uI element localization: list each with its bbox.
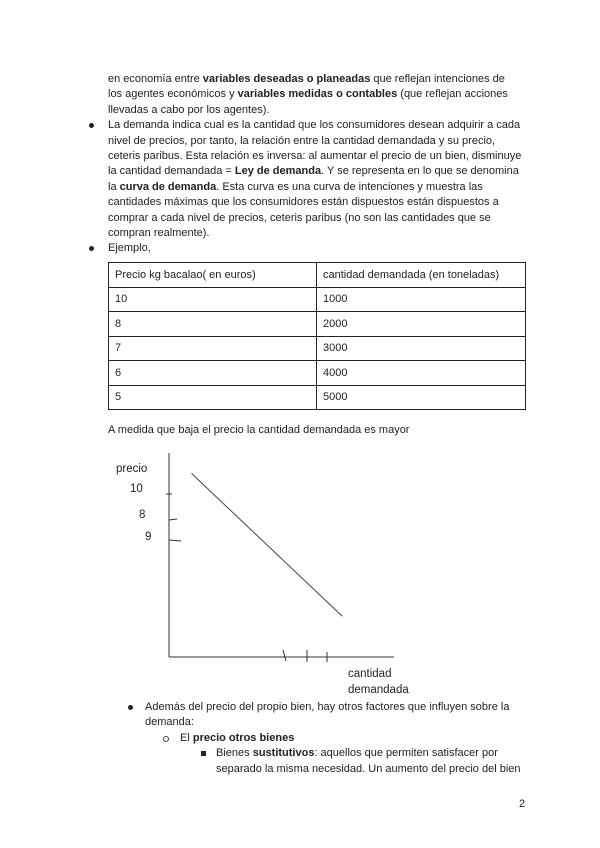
y-tick-label: 10 <box>130 483 143 495</box>
bold-text: curva de demanda <box>119 180 217 193</box>
table-cell: 2000 <box>317 312 526 337</box>
x-mark <box>283 650 286 661</box>
table-cell: 4000 <box>317 361 526 386</box>
text-run: la cantidad demandada = <box>108 165 235 178</box>
y-tick <box>169 519 177 520</box>
text-run: Bienes <box>216 747 253 759</box>
list-item-line <box>180 731 294 746</box>
y-tick-label: 9 <box>145 531 152 543</box>
text-run: compran realmente). <box>108 227 210 239</box>
text-run: . Y se representa en lo que se denomina <box>321 165 519 178</box>
text-run: los agentes económicos y <box>108 88 238 101</box>
text-run: (que reflejan acciones <box>397 88 508 101</box>
bold-text: sustitutivos <box>252 747 315 759</box>
bold-text: variables medidas o contables <box>237 88 398 101</box>
bullet-icon <box>128 705 133 710</box>
text-run: La demanda indica cual es la cantidad que los consumidores desean adquirir a cada <box>108 119 521 132</box>
table-cell: 7 <box>109 336 317 361</box>
table-cell: 8 <box>109 312 317 337</box>
list-item-line <box>145 700 509 715</box>
square-bullet-icon <box>201 751 206 756</box>
text-run: : aquellos que permiten satisfacer por <box>314 747 498 759</box>
circle-bullet-icon <box>163 736 169 742</box>
list-item-line <box>145 715 194 730</box>
table-cell: 1000 <box>317 287 526 312</box>
text-run: Además del precio del propio bien, hay otros factores que influyen sobre la <box>145 701 510 713</box>
header-cell: cantidad demandada (en toneladas) <box>317 263 526 288</box>
bold-text: precio otros bienes <box>192 732 295 744</box>
text-run: la <box>108 180 120 193</box>
x-axis-label: cantidad demandada <box>348 668 409 696</box>
text-run: cantidades máximas que los consumidores están dispuestos están dispuestos a <box>108 196 499 209</box>
y-axis-label: precio <box>116 463 148 475</box>
table-cell: 5000 <box>317 385 526 410</box>
bold-text: Ley de demanda <box>234 165 322 178</box>
text-run: que reflejan intenciones de <box>370 73 505 85</box>
text-run: separado la misma necesidad. Un aumento del precio del bien <box>216 763 521 775</box>
bold-text: variables deseadas o planeadas <box>202 73 371 85</box>
table-cell: 3000 <box>317 336 526 361</box>
header-cell: Precio kg bacalao( en euros) <box>109 263 317 288</box>
text-run: en economía entre <box>108 73 203 85</box>
list-item-line <box>216 762 521 777</box>
y-tick-label: 8 <box>139 509 146 521</box>
text-run: . Esta curva es una curva de intenciones y muestra las <box>216 180 483 193</box>
table-caption: A medida que baja el precio la cantidad demandada es mayor <box>108 424 410 436</box>
page-number: 2 <box>519 798 526 810</box>
table-cell: 5 <box>109 385 317 410</box>
list-item-line <box>216 746 498 761</box>
table-cell: 10 <box>109 287 317 312</box>
y-tick <box>169 540 181 541</box>
demand-curve-line <box>192 473 343 616</box>
text-run: nivel de precios, por tanto, la relación entre la cantidad demandada y su precio, <box>108 134 496 147</box>
text-run: El <box>180 732 193 744</box>
text-run: comprar a cada nivel de precios, ceteris paribus (no son las cantidades que se <box>108 211 491 224</box>
table-cell: 6 <box>109 361 317 386</box>
text-run: Ejemplo, <box>108 242 151 255</box>
text-run: llevadas a cabo por los agentes). <box>108 103 270 116</box>
text-run: ceteris paribus. Esta relación es inversa: al aumentar el precio de un bien, disminuye <box>108 150 522 162</box>
text-run: demanda: <box>145 716 194 728</box>
